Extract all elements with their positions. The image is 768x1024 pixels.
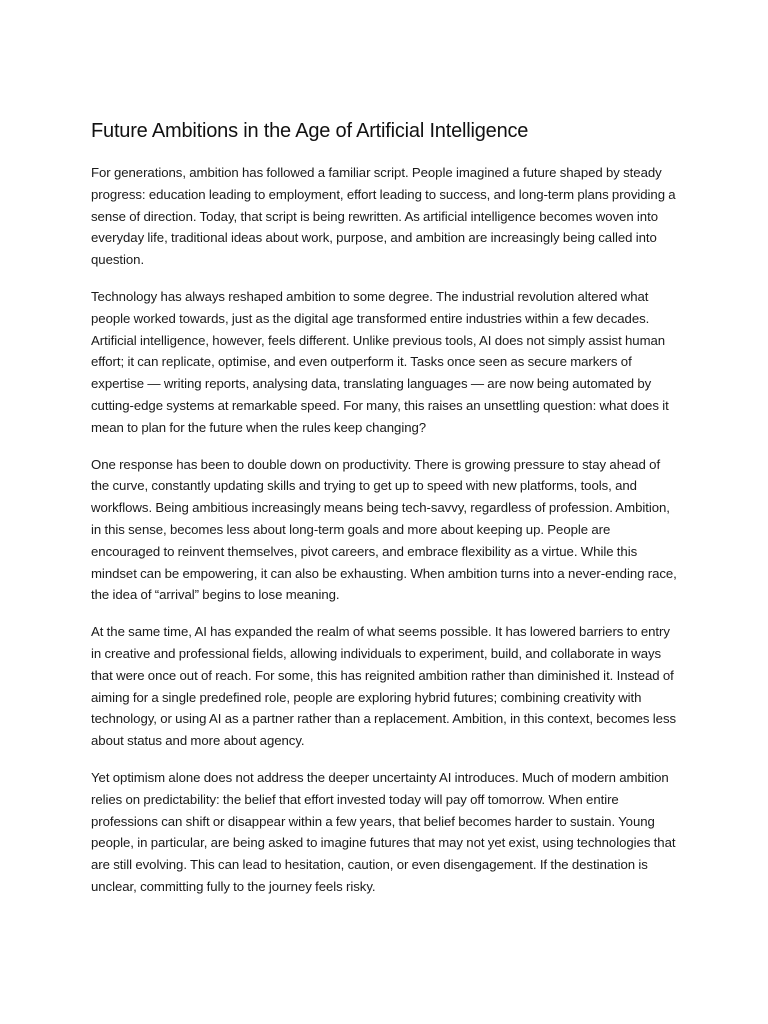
paragraph-2: Technology has always reshaped ambition to some degree. The industrial revolution altered what people worked towards, just as the digital age transformed entire industries within a few decades. Artificial intelligence, however, feels different. Unlike previous tools, AI does not simply assist human effort; it can replicate, optimise, and even outperform it. Tasks once seen as secure markers of expertise — writing reports, analysing data, translating languages — are now being automated by cutting-edge systems at remarkable speed. For many, this raises an unsettling question: what does it mean to plan for the future when the rules keep changing? [91,288,669,435]
paragraph-1: For generations, ambition has followed a familiar script. People imagined a future shaped by steady progress: education leading to employment, effort leading to success, and long-term plans providing a sense of direction. Today, that script is being rewritten. As artificial intelligence becomes woven into everyday life, traditional ideas about work, purpose, and ambition are increasingly being called into question. [91,165,676,268]
paragraph-3: One response has been to double down on productivity. There is growing pressure to stay ahead of the curve, constantly updating skills and trying to get up to speed with new platforms, tools, and workflows. Being ambitious increasingly means being tech-savvy, regardless of profession. Ambition, in this sense, becomes less about long-term goals and more about keeping up. People are encouraged to reinvent themselves, pivot careers, and embrace flexibility as a virtue. While this mindset can be empowering, it can also be exhausting. When ambition turns into a never-ending race, the idea of “arrival” begins to lose meaning. [91,456,677,603]
paragraph-5: Yet optimism alone does not address the deeper uncertainty AI introduces. Much of modern ambition relies on predictability: the belief that effort invested today will pay off tomorrow. When entire professions can shift or disappear within a few years, that belief becomes harder to sustain. Young people, in particular, are being asked to imagine futures that may not yet exist, using technologies that are still evolving. This can lead to hesitation, caution, or even disengagement. If the destination is unclear, committing fully to the journey feels risky. [91,769,676,894]
document-body [91,116,681,913]
paragraph-4: At the same time, AI has expanded the realm of what seems possible. It has lowered barriers to entry in creative and professional fields, allowing individuals to experiment, build, and collaborate in ways that were once out of reach. For some, this has reignited ambition rather than diminished it. Instead of aiming for a single predefined role, people are exploring hybrid futures; combining creativity with technology, or using AI as a partner rather than a replacement. Ambition, in this context, becomes less about status and more about agency. [91,624,677,749]
document-title: Future Ambitions in the Age of Artificial Intelligence [91,120,529,142]
